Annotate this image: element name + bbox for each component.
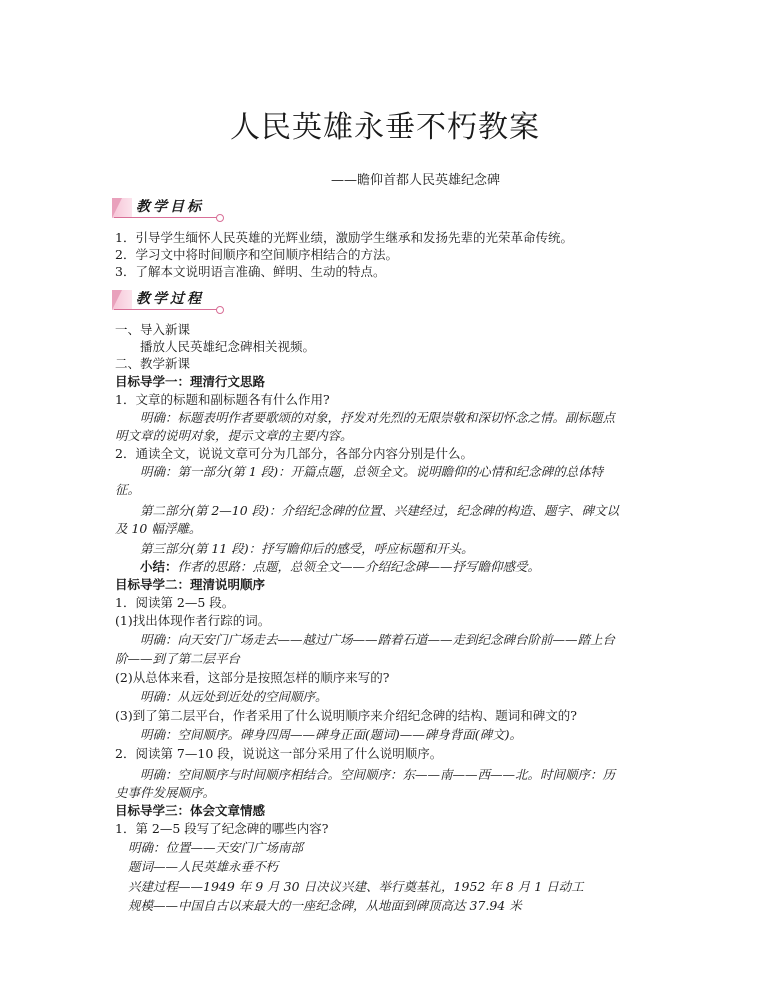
heading-dot xyxy=(216,306,224,314)
goal-item: 3．了解本文说明语言准确、鲜明、生动的特点。 xyxy=(115,264,386,279)
paragraph-line: (3)到了第二层平台，作者采用了什么说明顺序来介绍纪念碑的结构、题词和碑文的? xyxy=(115,708,577,723)
heading-ornament xyxy=(112,198,132,218)
paragraph-line: 史事件发展顺序。 xyxy=(115,785,216,800)
paragraph-line: 2．阅读第 7—10 段，说说这一部分采用了什么说明顺序。 xyxy=(115,746,443,761)
subsection-heading: 目标导学三：体会文章情感 xyxy=(115,803,266,818)
summary-text: 作者的思路：点题，总领全文——介绍纪念碑——抒写瞻仰感受。 xyxy=(177,559,541,574)
heading-rule xyxy=(114,309,218,310)
paragraph-line: 及 10 幅浮雕。 xyxy=(115,521,202,536)
paragraph-line: 明确：第一部分(第 1 段)：开篇点题，总领全文。说明瞻仰的心情和纪念碑的总体特 xyxy=(140,464,604,479)
paragraph-line: 第二部分(第 2—10 段)：介绍纪念碑的位置、兴建经过，纪念碑的构造、题字、碑文以 xyxy=(140,503,620,518)
paragraph-line: 二、教学新课 xyxy=(115,356,191,371)
paragraph-line: 兴建过程——1949 年 9 月 30 日决议兴建、举行奠基礼，1952 年 8 月 1 日动工 xyxy=(128,879,584,894)
section-heading-process xyxy=(112,290,222,312)
page-subtitle: ——瞻仰首都人民英雄纪念碑 xyxy=(330,173,500,188)
heading-rule xyxy=(114,217,218,218)
paragraph-line: 明确：标题表明作者要歌颂的对象，抒发对先烈的无限崇敬和深切怀念之情。副标题点 xyxy=(140,410,616,425)
heading-ornament xyxy=(112,290,132,310)
paragraph-line: 播放人民英雄纪念碑相关视频。 xyxy=(140,339,316,354)
section-heading-goals xyxy=(112,198,222,220)
paragraph-line: 明确：空间顺序与时间顺序相结合。空间顺序：东——南——西——北。时间顺序：历 xyxy=(140,767,616,782)
summary-label: 小结： xyxy=(140,559,178,574)
paragraph-line: 征。 xyxy=(115,482,141,497)
paragraph-line: 第三部分(第 11 段)：抒写瞻仰后的感受，呼应标题和开头。 xyxy=(140,541,474,556)
paragraph-line: (2)从总体来看，这部分是按照怎样的顺序来写的? xyxy=(115,670,390,685)
summary-line xyxy=(140,558,540,575)
paragraph-line: (1)找出体现作者行踪的词。 xyxy=(115,613,271,628)
subsection-heading: 目标导学一：理清行文思路 xyxy=(115,374,266,389)
paragraph-line: 明确：空间顺序。碑身四周——碑身正面(题词)——碑身背面(碑文)。 xyxy=(140,727,523,742)
subsection-heading: 目标导学二：理清说明顺序 xyxy=(115,577,266,592)
page-title: 人民英雄永垂不朽教案 xyxy=(230,110,540,145)
heading-dot xyxy=(216,214,224,222)
paragraph-line: 2．通读全文，说说文章可分为几部分，各部分内容分别是什么。 xyxy=(115,446,473,461)
paragraph-line: 阶——到了第二层平台 xyxy=(115,651,241,666)
paragraph-line: 明确：位置——天安门广场南部 xyxy=(128,840,304,855)
paragraph-line: 明文章的说明对象，提示文章的主要内容。 xyxy=(115,428,353,443)
paragraph-line: 明确：向天安门广场走去——越过广场——踏着石道——走到纪念碑台阶前——踏上台 xyxy=(140,632,616,647)
paragraph-line: 1．阅读第 2—5 段。 xyxy=(115,595,235,610)
goal-item: 1．引导学生缅怀人民英雄的光辉业绩，激励学生继承和发扬先辈的光荣革命传统。 xyxy=(115,230,573,245)
paragraph-line: 规模——中国自古以来最大的一座纪念碑，从地面到碑顶高达 37.94 米 xyxy=(128,898,522,913)
paragraph-line: 1．文章的标题和副标题各有什么作用? xyxy=(115,392,330,407)
section-heading-label: 教学过程 xyxy=(136,291,204,307)
goal-item: 2．学习文中将时间顺序和空间顺序相结合的方法。 xyxy=(115,247,398,262)
section-heading-label: 教学目标 xyxy=(136,199,204,215)
paragraph-line: 题词——人民英雄永垂不朽 xyxy=(128,859,279,874)
paragraph-line: 明确：从远处到近处的空间顺序。 xyxy=(140,689,328,704)
paragraph-line: 1．第 2—5 段写了纪念碑的哪些内容? xyxy=(115,821,329,836)
paragraph-line: 一、导入新课 xyxy=(115,322,191,337)
